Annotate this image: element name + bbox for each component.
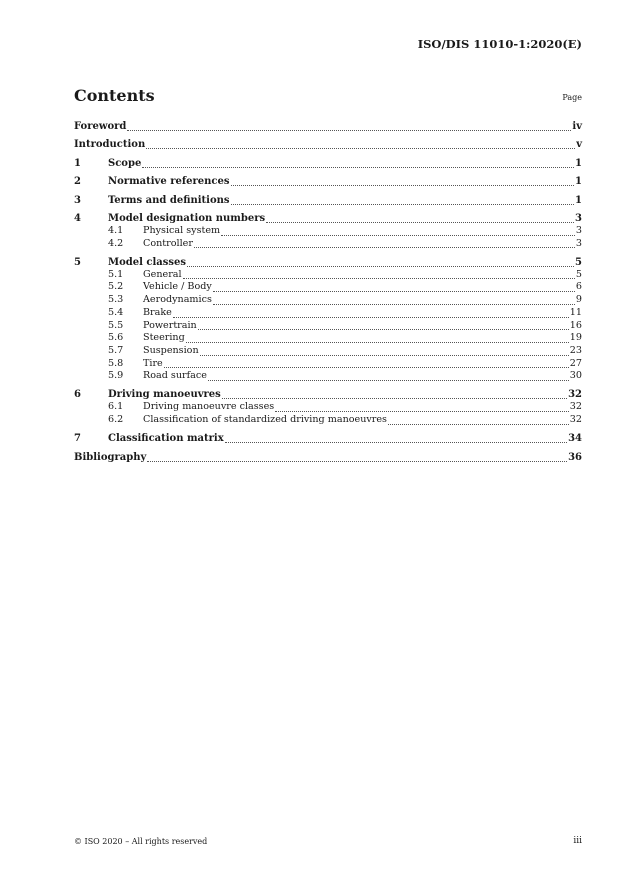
toc-entry[interactable] — [74, 389, 582, 401]
toc-entry[interactable] — [74, 158, 582, 170]
toc-entry-page: 6 — [575, 281, 582, 293]
document-id: ISO/DIS 11010-1:2020(E) — [417, 37, 582, 51]
toc-subentry[interactable] — [74, 345, 582, 358]
toc-entry-page: 9 — [575, 294, 582, 306]
toc-entry-label: Physical system — [143, 224, 221, 236]
toc-subentry[interactable] — [74, 401, 582, 414]
toc-entry-label: Suspension — [143, 344, 199, 356]
dot-leader — [266, 221, 574, 223]
page-number: iii — [573, 836, 582, 846]
dot-leader — [231, 184, 575, 186]
toc-entry-label: Aerodynamics — [143, 294, 212, 306]
toc-entry-number: 5.6 — [108, 332, 124, 344]
toc-entry-page: 3 — [575, 237, 582, 249]
toc-entry-label: Tire — [143, 357, 163, 369]
page-title: Contents — [74, 86, 155, 105]
toc-entry-page: 5 — [575, 268, 582, 280]
toc-entry-number: 5.4 — [108, 306, 124, 318]
dot-leader — [146, 147, 575, 149]
toc-entry-label: Controller — [143, 237, 193, 249]
toc-entry-page: 30 — [569, 370, 582, 382]
toc-subentry[interactable] — [74, 307, 582, 320]
toc-entry-label: Classification of standardized driving manoeuvres — [143, 414, 387, 426]
dot-leader — [208, 379, 569, 381]
toc-entry-label: Normative references — [108, 176, 230, 188]
toc-entry-label: Model designation numbers — [108, 212, 266, 224]
toc-entry-page: 11 — [569, 306, 582, 318]
toc-subentry[interactable] — [74, 294, 582, 307]
toc-entry-label: Introduction — [74, 139, 146, 151]
toc-entry-label: Driving manoeuvre classes — [143, 401, 275, 413]
toc-entry-number: 5.8 — [108, 357, 124, 369]
toc-entry-number: 4.2 — [108, 237, 124, 249]
toc-subentry[interactable] — [74, 370, 582, 383]
toc-entry-label: Bibliography — [74, 451, 147, 463]
toc-entry-page: 36 — [568, 451, 582, 463]
toc-entry-number: 5 — [74, 256, 81, 268]
toc-subentry[interactable] — [74, 269, 582, 282]
toc-subentry[interactable] — [74, 238, 582, 251]
toc-subentry[interactable] — [74, 281, 582, 294]
toc-entry[interactable] — [74, 213, 582, 225]
toc-subentry[interactable] — [74, 332, 582, 345]
toc-entry-number: 4 — [74, 212, 81, 224]
toc-entry-label: Foreword — [74, 121, 127, 132]
dot-leader — [183, 277, 575, 279]
toc-entry-number: 2 — [74, 176, 81, 188]
dot-leader — [142, 166, 574, 168]
toc-entry-label: Road surface — [143, 370, 207, 382]
toc-entry-page: 1 — [575, 176, 582, 188]
toc-entry-label: Classification matrix — [108, 433, 224, 445]
toc-entry-label: Model classes — [108, 256, 186, 268]
toc-entry-number: 6.2 — [108, 414, 124, 426]
page-column-label: Page — [562, 93, 582, 102]
toc-entry[interactable] — [74, 433, 582, 445]
dot-leader — [388, 423, 569, 425]
toc-entry-number: 1 — [74, 157, 81, 169]
toc-entry-number: 6.1 — [108, 401, 124, 413]
toc-entry-page: 32 — [568, 389, 582, 401]
toc-entry-number: 5.2 — [108, 281, 124, 293]
toc-entry[interactable] — [74, 195, 582, 207]
toc-entry-page: 27 — [569, 357, 582, 369]
dot-leader — [186, 341, 569, 343]
toc-entry[interactable] — [74, 452, 582, 464]
dot-leader — [164, 366, 569, 368]
dot-leader — [222, 397, 567, 399]
dot-leader — [147, 460, 567, 462]
toc-entry-number: 5.7 — [108, 344, 124, 356]
toc-entry-page: 16 — [569, 319, 582, 331]
toc-entry-number: 3 — [74, 194, 81, 206]
toc-entry-number: 5.1 — [108, 268, 124, 280]
dot-leader — [200, 354, 569, 356]
toc-entry-page: 3 — [575, 224, 582, 236]
toc-entry[interactable] — [74, 176, 582, 188]
table-of-contents — [74, 121, 582, 464]
toc-entry-page: 3 — [575, 212, 582, 224]
toc-entry-number: 7 — [74, 433, 81, 445]
toc-entry-page: 32 — [569, 401, 582, 413]
toc-entry-label: Brake — [143, 306, 172, 318]
toc-entry-page: 23 — [569, 344, 582, 356]
dot-leader — [173, 316, 569, 318]
dot-leader — [225, 441, 567, 443]
toc-entry-label: Terms and definitions — [108, 194, 230, 206]
toc-entry-number: 6 — [74, 389, 81, 401]
toc-entry-label: General — [143, 268, 182, 280]
toc-entry-page: 32 — [569, 414, 582, 426]
dot-leader — [127, 129, 571, 131]
copyright-notice: © ISO 2020 – All rights reserved — [74, 837, 208, 846]
dot-leader — [194, 246, 575, 248]
dot-leader — [221, 234, 575, 236]
toc-entry-page: iv — [572, 121, 582, 132]
toc-entry-page: 34 — [568, 433, 582, 445]
toc-subentry[interactable] — [74, 414, 582, 427]
toc-entry-page: 19 — [569, 332, 582, 344]
toc-entry-number: 5.9 — [108, 370, 124, 382]
toc-entry[interactable] — [74, 139, 582, 151]
toc-entry[interactable] — [74, 257, 582, 269]
dot-leader — [187, 265, 574, 267]
toc-entry[interactable] — [74, 121, 582, 133]
toc-subentry[interactable] — [74, 225, 582, 238]
toc-entry-label: Vehicle / Body — [143, 281, 212, 293]
toc-entry-page: 1 — [575, 157, 582, 169]
toc-entry-label: Steering — [143, 332, 185, 344]
dot-leader — [213, 303, 575, 305]
dot-leader — [231, 203, 575, 205]
toc-entry-number: 5.3 — [108, 294, 124, 306]
toc-entry-label: Driving manoeuvres — [108, 389, 221, 401]
toc-entry-number: 4.1 — [108, 224, 124, 236]
dot-leader — [198, 328, 569, 330]
toc-entry-label: Scope — [108, 157, 142, 169]
toc-entry-label: Powertrain — [143, 319, 197, 331]
toc-entry-page: 5 — [575, 256, 582, 268]
toc-entry-page: 1 — [575, 194, 582, 206]
dot-leader — [213, 290, 575, 292]
dot-leader — [275, 410, 569, 412]
toc-subentry[interactable] — [74, 358, 582, 371]
toc-entry-page: v — [576, 139, 582, 151]
toc-subentry[interactable] — [74, 320, 582, 333]
toc-entry-number: 5.5 — [108, 319, 124, 331]
